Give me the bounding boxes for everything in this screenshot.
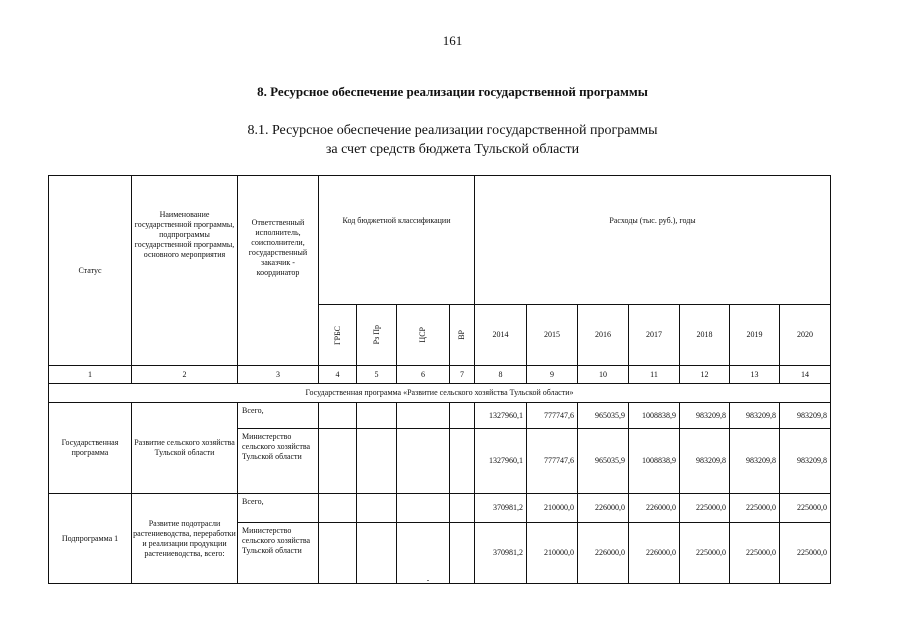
row-value: 210000,0 xyxy=(527,523,578,584)
header-year: 2016 xyxy=(578,305,629,366)
row-ministry-label: Министерство сельского хозяйства Тульской области xyxy=(238,523,319,584)
column-number: 11 xyxy=(629,366,680,384)
row-name: Развитие подотрасли растениеводства, переработки и реализации продукции растениеводства, всего: xyxy=(132,494,238,584)
header-year: 2019 xyxy=(730,305,780,366)
subsection-title xyxy=(0,121,905,159)
row-value: 983209,8 xyxy=(780,403,831,429)
column-number: 7 xyxy=(450,366,475,384)
header-row xyxy=(49,176,831,305)
row-value: 1008838,9 xyxy=(629,403,680,429)
header-expenses: Расходы (тыс. руб.), годы xyxy=(475,176,831,305)
row-name: Развитие сельского хозяйства Тульской области xyxy=(132,403,238,494)
header-budget-code: Код бюджетной классификации xyxy=(319,176,475,305)
row-status: Государственная программа xyxy=(49,403,132,494)
row-status: Подпрограмма 1 xyxy=(49,494,132,584)
row-value: 1008838,9 xyxy=(629,429,680,494)
program-caption-row xyxy=(49,384,831,403)
row-value: 225000,0 xyxy=(680,523,730,584)
column-number: 13 xyxy=(730,366,780,384)
page-number: 161 xyxy=(442,33,463,48)
row-value: 777747,6 xyxy=(527,403,578,429)
resource-table xyxy=(48,175,831,584)
row-total-label: Всего, xyxy=(238,494,319,523)
header-vr: ВР xyxy=(457,330,467,340)
row-value: 777747,6 xyxy=(527,429,578,494)
program-caption: Государственная программа «Развитие сельского хозяйства Тульской области» xyxy=(49,384,831,403)
column-number: 10 xyxy=(578,366,629,384)
row-value: 210000,0 xyxy=(527,494,578,523)
row-value: 983209,8 xyxy=(680,403,730,429)
row-value: 370981,2 xyxy=(475,523,527,584)
scan-speck xyxy=(427,580,429,581)
column-number: 2 xyxy=(132,366,238,384)
header-grbs: ГРБС xyxy=(332,325,342,345)
column-number: 3 xyxy=(238,366,319,384)
row-value: 965035,9 xyxy=(578,429,629,494)
row-value: 983209,8 xyxy=(730,429,780,494)
row-value: 965035,9 xyxy=(578,403,629,429)
header-year: 2020 xyxy=(780,305,831,366)
row-value: 225000,0 xyxy=(730,494,780,523)
row-value: 1327960,1 xyxy=(475,403,527,429)
row-value: 226000,0 xyxy=(578,494,629,523)
subsection-title-line1: 8.1. Ресурсное обеспечение реализации государственной программы xyxy=(247,123,658,138)
header-name: Наименование государственной программы, подпрограммы государственной программы, основного мероприятия xyxy=(132,176,238,366)
row-ministry-label: Министерство сельского хозяйства Тульской области xyxy=(238,429,319,494)
section-title: 8. Ресурсное обеспечение реализации государственной программы xyxy=(257,84,648,99)
row-value: 370981,2 xyxy=(475,494,527,523)
header-csr: ЦСР xyxy=(418,327,427,343)
row-value: 225000,0 xyxy=(730,523,780,584)
header-year: 2017 xyxy=(629,305,680,366)
table-row xyxy=(49,494,831,523)
column-number: 4 xyxy=(319,366,357,384)
subsection-title-line2: за счет средств бюджета Тульской области xyxy=(325,142,580,157)
table-row xyxy=(49,403,831,429)
row-value: 225000,0 xyxy=(780,494,831,523)
row-value: 226000,0 xyxy=(578,523,629,584)
column-number: 8 xyxy=(475,366,527,384)
row-total-label: Всего, xyxy=(238,403,319,429)
header-year: 2015 xyxy=(527,305,578,366)
header-responsible: Ответственный исполнитель, соисполнители, государственный заказчик - координатор xyxy=(238,176,319,366)
row-value: 983209,8 xyxy=(730,403,780,429)
column-number: 1 xyxy=(49,366,132,384)
header-status: Статус xyxy=(49,176,132,366)
column-number: 12 xyxy=(680,366,730,384)
header-rzpr: Рз Пр xyxy=(371,325,381,345)
row-value: 226000,0 xyxy=(629,523,680,584)
column-number: 5 xyxy=(357,366,397,384)
row-value: 225000,0 xyxy=(780,523,831,584)
row-value: 1327960,1 xyxy=(475,429,527,494)
column-number: 6 xyxy=(397,366,450,384)
column-number: 14 xyxy=(780,366,831,384)
row-value: 983209,8 xyxy=(780,429,831,494)
row-value: 225000,0 xyxy=(680,494,730,523)
row-value: 983209,8 xyxy=(680,429,730,494)
column-numbers-row xyxy=(49,366,831,384)
header-year: 2014 xyxy=(475,305,527,366)
header-year: 2018 xyxy=(680,305,730,366)
row-value: 226000,0 xyxy=(629,494,680,523)
column-number: 9 xyxy=(527,366,578,384)
